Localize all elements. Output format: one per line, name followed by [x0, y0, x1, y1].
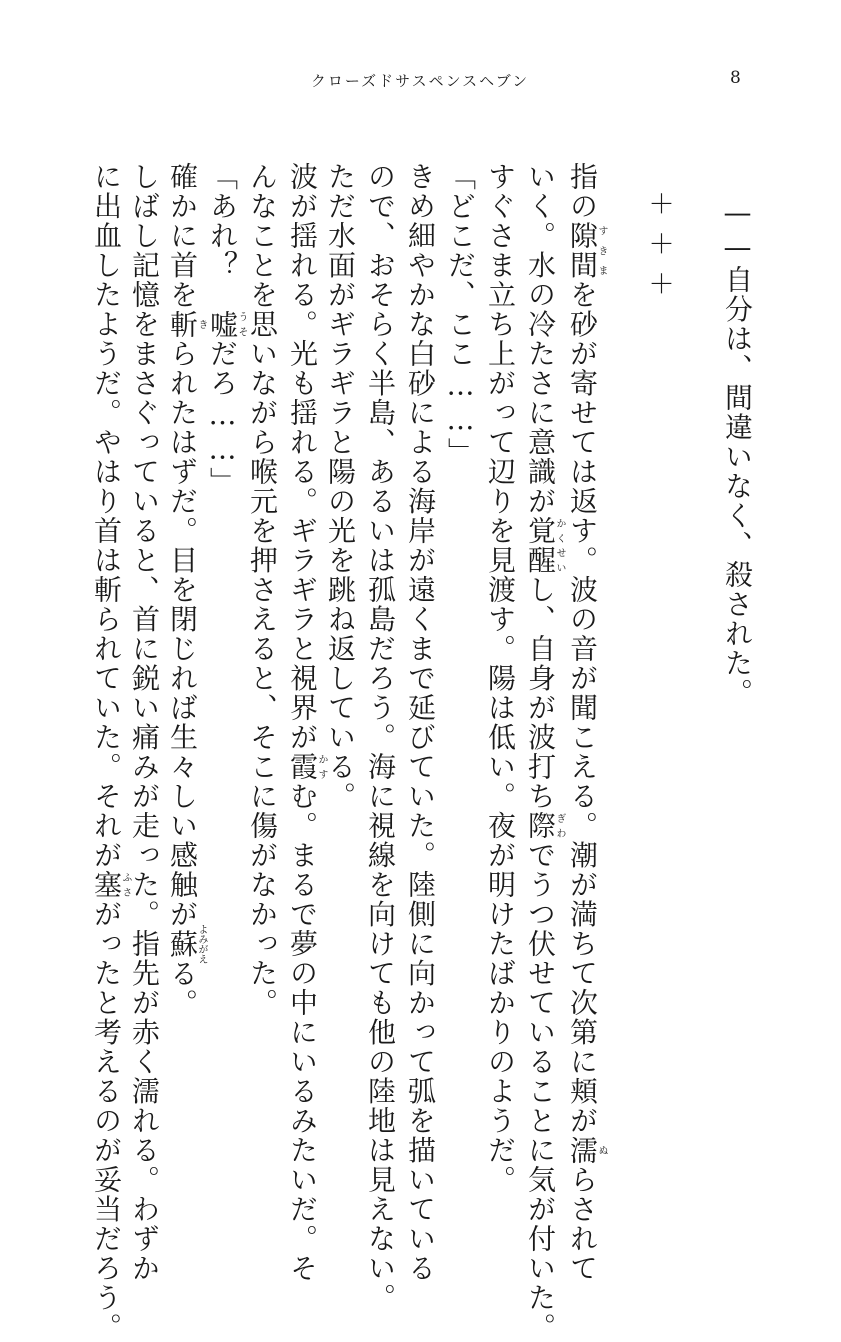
- text-line: いく。水の冷たさに意識が覚醒かくせいし、自身が波打ち際ぎわでうつ伏せていることに気が付いた。: [524, 162, 565, 1342]
- chapter-heading: ——自分は、間違いなく、殺された。: [721, 196, 754, 708]
- text-line: 「どこだ、ここ……」: [444, 162, 477, 467]
- text-line: に出血したようだ。やはり首は斬られていた。それが塞ふさがったと考えるのが妥当だろう。: [90, 162, 131, 1342]
- text-line: 「あれ？ 嘘うそだろ……」: [206, 162, 247, 497]
- section-ornament: ＋＋＋: [644, 190, 674, 310]
- text-line: 指の隙間すきまを砂が寄せては返す。波の音が聞こえる。潮が満ちて次第に頬が濡ぬらされて: [566, 162, 607, 1283]
- text-line: ただ水面がギラギラと陽の光を跳ね返している。: [324, 162, 357, 811]
- running-title: クローズドサスペンスヘブン: [310, 72, 530, 90]
- text-line: んなことを思いながら喉元を押さえると、そこに傷がなかった。: [246, 162, 279, 1018]
- text-line: 確かに首を斬きられたはずだ。目を閉じれば生々しい感触が蘇よみがえる。: [166, 162, 207, 1018]
- text-line: ので、おそらく半島、あるいは孤島だろう。海に視線を向けても他の陸地は見えない。: [364, 162, 397, 1313]
- page-number: 8: [730, 68, 741, 88]
- text-line: きめ細やかな白砂による海岸が遠くまで延びていた。陸側に向かって弧を描いている: [404, 162, 437, 1283]
- text-line: しばし記憶をまさぐっていると、首に鋭い痛みが走った。指先が赤く濡れる。わずか: [128, 162, 161, 1283]
- text-line: すぐさま立ち上がって辺りを見渡す。陽は低い。夜が明けたばかりのようだ。: [484, 162, 517, 1195]
- text-line: 波が揺れる。光も揺れる。ギラギラと視界が霞かすむ。まるで夢の中にいるみたいだ。そ: [286, 162, 327, 1283]
